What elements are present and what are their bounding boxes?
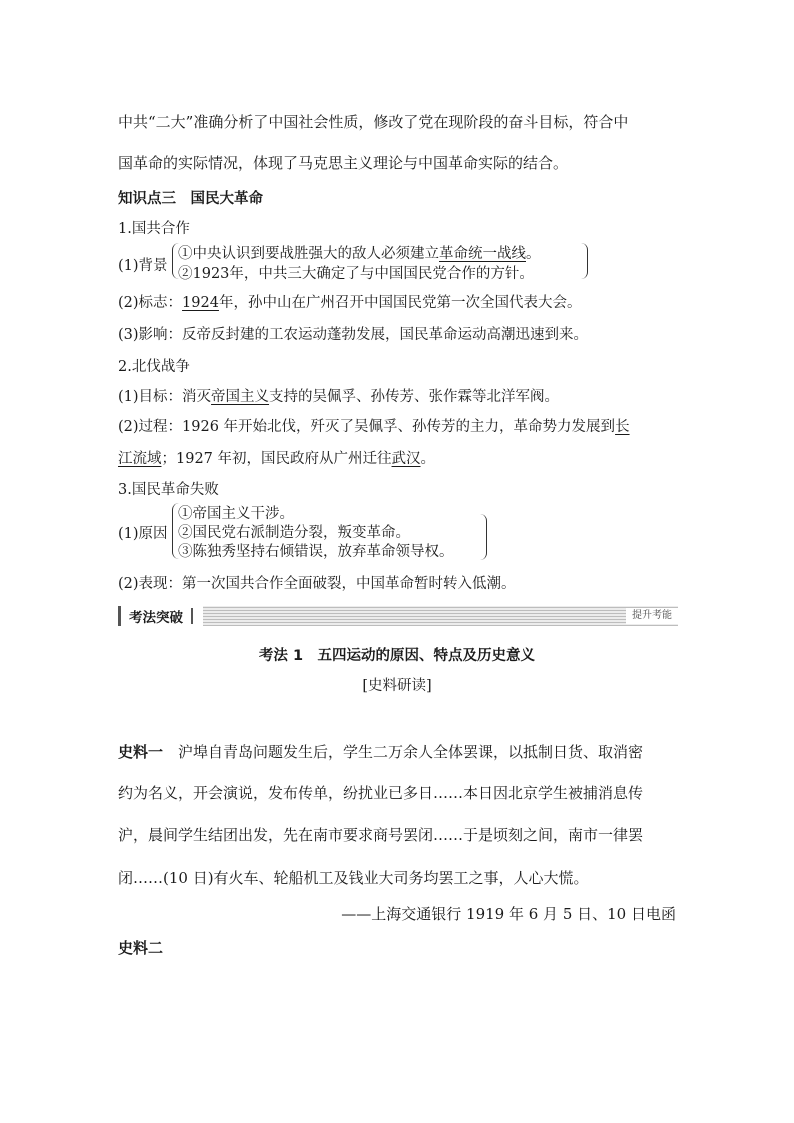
background-item-2: ②1923年，中共三大确定了与中国国民党合作的方针。 [178,266,534,282]
source1-line-2: 约为名义，开会演说，发布传单，纷扰业已多日……本日因北京学生被捕消息传 [118,784,644,802]
subsection-heading-cooperation: 1.国共合作 [118,221,190,237]
section-heading: 知识点三 国民大革命 [118,191,263,207]
intro-line-2: 国革命的实际情况，体现了马克思主义理论与中国革命实际的结合。 [118,154,569,172]
manifestation-line: (2)表现：第一次国共合作全面破裂，中国革命暂时转入低潮。 [118,576,516,592]
impact-line: (3)影响：反帝反封建的工农运动蓬勃发展，国民革命运动高潮迅速到来。 [118,327,589,343]
banner-title: 考法突破 [118,606,203,626]
source2-label: 史料二 [118,939,164,957]
cause-item-1: ①帝国主义干涉。 [178,506,294,522]
cause-label: (1)原因 [118,526,168,542]
cause-item-3: ③陈独秀坚持右倾错误，放弃革命领导权。 [178,544,454,560]
expedition-process-line-2: 江流域；1927 年初，国民政府从广州迁往武汉。 [118,451,436,467]
method-subtitle: [史料研读] [362,678,432,694]
banner-tag: 提升考能 [626,608,678,624]
section-banner [118,606,678,626]
subsection-heading-failure: 3.国民革命失败 [118,482,219,498]
sign-line: (2)标志：1924年，孙中山在广州召开中国国民党第一次全国代表大会。 [118,295,582,311]
background-item-1: ①中央认识到要战胜强大的敌人必须建立革命统一战线。 [178,246,541,262]
background-label: (1)背景 [118,258,168,274]
intro-line-1: 中共“二大”准确分析了中国社会性质，修改了党在现阶段的奋斗目标，符合中 [118,113,629,131]
source1-citation: ——上海交通银行 1919 年 6 月 5 日、10 日电函 [341,905,676,923]
brace-close-background [581,243,588,279]
expedition-goal: (1)目标：消灭帝国主义支持的吴佩孚、孙传芳、张作霖等北洋军阀。 [118,389,560,405]
cause-item-2: ②国民党右派制造分裂，叛变革命。 [178,525,410,541]
source1-line-3: 沪，晨间学生结团出发，先在南市要求商号罢闭……于是顷刻之间，南市一律罢 [118,826,644,844]
source1-line-4: 闭……(10 日)有火车、轮船机工及钱业大司务均罢工之事，人心大慌。 [118,869,589,887]
method-title: 考法 1 五四运动的原因、特点及历史意义 [258,648,536,664]
source1-line-1: 史料一 沪埠自青岛问题发生后，学生二万余人全体罢课，以抵制日货、取消密 [118,743,644,761]
expedition-process-line-1: (2)过程：1926 年开始北伐，歼灭了吴佩孚、孙传芳的主力，革命势力发展到长 [118,419,630,435]
subsection-heading-expedition: 2.北伐战争 [118,359,190,375]
brace-close-cause [480,514,487,560]
